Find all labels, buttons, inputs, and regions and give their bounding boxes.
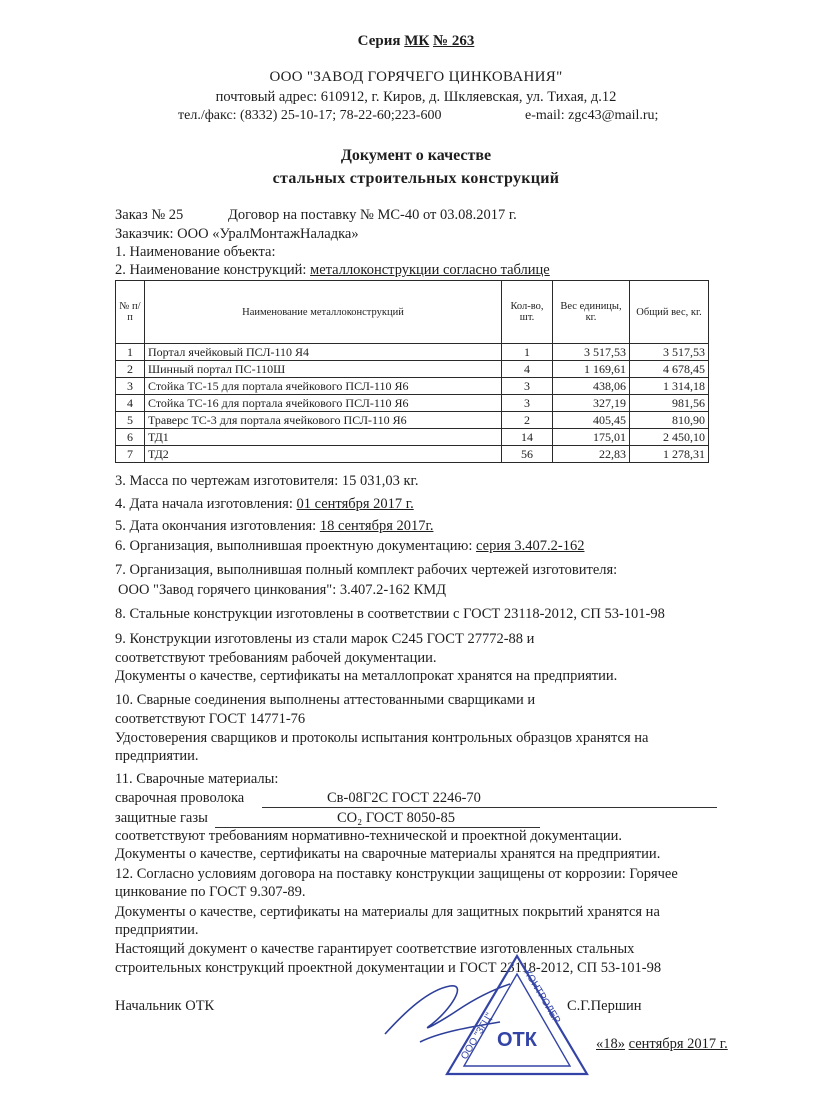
item-11: 11. Сварочные материалы:: [115, 771, 279, 787]
cell-name: Траверс ТС-3 для портала ячейкового ПСЛ-110 Я6: [145, 412, 502, 429]
item-2-label: 2. Наименование конструкций:: [115, 262, 307, 278]
cell-qty: 2: [502, 412, 553, 429]
email: e-mail: zgc43@mail.ru;: [525, 108, 659, 123]
item-9-a: 9. Конструкции изготовлены из стали марок С245 ГОСТ 27772-88 и: [115, 631, 535, 647]
otk-stamp: [442, 950, 592, 1080]
constructions-table: [115, 280, 709, 463]
contract: Договор на поставку № МС-40 от 03.08.2017 г.: [228, 207, 517, 223]
stamp-center-text: ОТК: [497, 1029, 537, 1051]
item-8: 8. Стальные конструкции изготовлены в соответствии с ГОСТ 23118-2012, СП 53-101-98: [115, 606, 665, 622]
item-12-d: предприятии.: [115, 922, 199, 938]
table-row: [116, 344, 709, 361]
item-9-c: Документы о качестве, сертификаты на металлопрокат хранятся на предприятии.: [115, 668, 618, 684]
cell-name: Портал ячейковый ПСЛ-110 Я4: [145, 344, 502, 361]
cell-num: 5: [116, 412, 145, 429]
item-10-a: 10. Сварные соединения выполнены аттестованными сварщиками и: [115, 692, 536, 708]
cell-total-weight: 4 678,45: [630, 361, 709, 378]
cell-total-weight: 1 278,31: [630, 446, 709, 463]
series-number: № 263: [433, 33, 475, 49]
cell-num: 3: [116, 378, 145, 395]
item-10-b: соответствуют ГОСТ 14771-76: [115, 711, 306, 727]
item-4: [115, 496, 414, 513]
cell-name: ТД1: [145, 429, 502, 446]
item-2-value: металлоконструкции согласно таблице: [310, 262, 550, 278]
wire-value-field: [262, 790, 717, 808]
gas-label: защитные газы: [115, 810, 208, 826]
gas-value: CO₂ ГОСТ 8050-85: [337, 810, 455, 826]
cell-qty: 1: [502, 344, 553, 361]
item-12-b: цинкование по ГОСТ 9.307-89.: [115, 884, 306, 900]
table-row: [116, 446, 709, 463]
col-qty: Кол-во, шт.: [502, 281, 553, 344]
cell-qty: 3: [502, 378, 553, 395]
cell-name: Стойка ТС-16 для портала ячейкового ПСЛ-110 Я6: [145, 395, 502, 412]
cell-num: 2: [116, 361, 145, 378]
item-10-c: Удостоверения сварщиков и протоколы испытания контрольных образцов хранятся на: [115, 730, 649, 746]
item-6: [115, 538, 584, 555]
signatory-name: С.Г.Першин: [567, 998, 642, 1014]
cell-num: 6: [116, 429, 145, 446]
cell-unit-weight: 438,06: [553, 378, 630, 395]
item-5-value: 18 сентября 2017г.: [319, 518, 434, 534]
cell-total-weight: 3 517,53: [630, 344, 709, 361]
gas-value-field: [215, 810, 540, 828]
col-name: Наименование металлоконструкций: [145, 281, 502, 344]
final-statement-a: Настоящий документ о качестве гарантирует соответствие изготовленных стальных: [115, 941, 635, 957]
item-6-label: 6. Организация, выполнившая проектную документацию:: [115, 538, 473, 554]
col-unit-weight: Вес единицы, кг.: [553, 281, 630, 344]
item-5-label: 5. Дата окончания изготовления:: [115, 518, 317, 534]
customer: Заказчик: ООО «УралМонтажНаладка»: [115, 226, 359, 242]
wire-label: сварочная проволока: [115, 790, 245, 806]
cell-num: 1: [116, 344, 145, 361]
stamp-left-text: ООО "ЗГЦ": [459, 1011, 496, 1062]
cell-qty: 14: [502, 429, 553, 446]
item-9-b: соответствуют требованиям рабочей документации.: [115, 650, 437, 666]
cell-qty: 56: [502, 446, 553, 463]
signature-date: [596, 1036, 728, 1053]
cell-total-weight: 2 450,10: [630, 429, 709, 446]
item-12-a: 12. Согласно условиям договора на поставку конструкции защищены от коррозии: Горячее: [115, 866, 678, 882]
final-statement-b: строительных конструкций проектной документации и ГОСТ 23118-2012, СП 53-101-98: [115, 960, 662, 976]
item-7-value: ООО "Завод горячего цинкования": 3.407.2-162 КМД: [118, 582, 447, 598]
table-row: [116, 361, 709, 378]
cell-unit-weight: 22,83: [553, 446, 630, 463]
organization-name: ООО "ЗАВОД ГОРЯЧЕГО ЦИНКОВАНИЯ": [269, 69, 563, 85]
cell-unit-weight: 327,19: [553, 395, 630, 412]
signatory-role: Начальник ОТК: [115, 998, 215, 1014]
postal-address: почтовый адрес: 610912, г. Киров, д. Шкляевская, ул. Тихая, д.12: [215, 89, 617, 105]
cell-name: Стойка ТС-15 для портала ячейкового ПСЛ-110 Я6: [145, 378, 502, 395]
table-row: [116, 378, 709, 395]
item-7: 7. Организация, выполнившая полный комплект рабочих чертежей изготовителя:: [115, 562, 618, 578]
order-number: Заказ № 25: [115, 207, 184, 223]
wire-value: Св-08Г2С ГОСТ 2246-70: [327, 790, 481, 806]
cell-num: 4: [116, 395, 145, 412]
col-total-weight: Общий вес, кг.: [630, 281, 709, 344]
cell-name: ТД2: [145, 446, 502, 463]
table-row: [116, 429, 709, 446]
cell-unit-weight: 3 517,53: [553, 344, 630, 361]
col-num: № п/п: [116, 281, 145, 344]
series-line: [0, 33, 832, 50]
cell-qty: 3: [502, 395, 553, 412]
cell-name: Шинный портал ПС-110Ш: [145, 361, 502, 378]
phone-fax: тел./факс: (8332) 25-10-17; 78-22-60;223-600: [178, 108, 442, 123]
cell-qty: 4: [502, 361, 553, 378]
item-11-c: Документы о качестве, сертификаты на сварочные материалы хранятся на предприятии.: [115, 846, 661, 862]
table-row: [116, 395, 709, 412]
item-2: [115, 262, 550, 279]
item-6-value: серия 3.407.2-162: [476, 538, 585, 554]
item-4-value: 01 сентября 2017 г.: [296, 496, 414, 512]
item-10-d: предприятии.: [115, 748, 199, 764]
item-4-label: 4. Дата начала изготовления:: [115, 496, 293, 512]
cell-unit-weight: 405,45: [553, 412, 630, 429]
item-11-b: соответствуют требованиям нормативно-технической и проектной документации.: [115, 828, 623, 844]
table-row: [116, 412, 709, 429]
cell-total-weight: 1 314,18: [630, 378, 709, 395]
item-3: 3. Масса по чертежам изготовителя: 15 031,03 кг.: [115, 473, 419, 489]
item-12-c: Документы о качестве, сертификаты на материалы для защитных покрытий хранятся на: [115, 904, 660, 920]
cell-num: 7: [116, 446, 145, 463]
date-month-year: сентября 2017 г.: [628, 1036, 728, 1052]
date-day: «18»: [596, 1036, 625, 1052]
item-1: 1. Наименование объекта:: [115, 244, 276, 260]
series-code: МК: [404, 33, 430, 49]
item-5: [115, 518, 433, 535]
cell-unit-weight: 175,01: [553, 429, 630, 446]
series-prefix: Серия: [357, 33, 401, 49]
cell-total-weight: 810,90: [630, 412, 709, 429]
doc-title-line2: стальных строительных конструкций: [272, 170, 560, 187]
doc-title-line1: Документ о качестве: [340, 147, 492, 164]
cell-unit-weight: 1 169,61: [553, 361, 630, 378]
table-header-row: [116, 281, 709, 344]
cell-total-weight: 981,56: [630, 395, 709, 412]
stamp-right-text: КОНТРОЛЕР: [521, 967, 563, 1026]
